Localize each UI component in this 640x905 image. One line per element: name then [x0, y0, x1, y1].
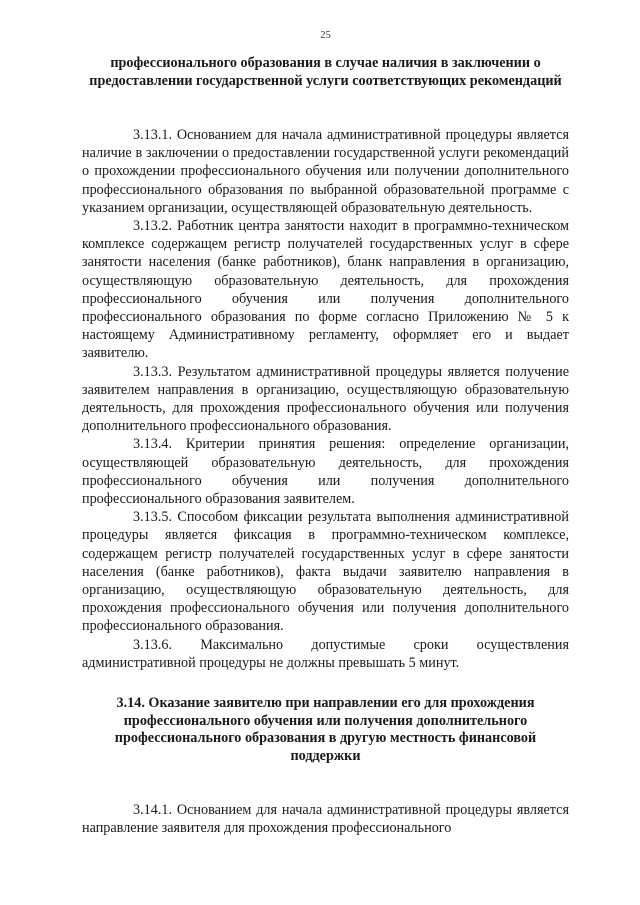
- paragraph-3-13-4: 3.13.4. Критерии принятия решения: определение организации, осуществляющей образовательную деятельность, для прохождения профессионального обучения или получения дополнительного профессионального образования заявителем.: [82, 436, 569, 508]
- paragraph-3-13-5: 3.13.5. Способом фиксации результата выполнения административной процедуры является фиксация в программно-техническом комплексе, содержащем регистр получателей государственных услуг в сфере занятости населения (банке работников), факта выдачи заявителю направления в организацию, осуществляющую образовательную деятельность, для прохождения профессионального обучения или получения дополнительного профессионального образования.: [82, 509, 569, 635]
- paragraph-3-14-1: 3.14.1. Основанием для начала административной процедуры является направление заявителя для прохождения профессионального: [82, 802, 569, 837]
- paragraph-3-13-1: 3.13.1. Основанием для начала административной процедуры является наличие в заключении о предоставлении государственной услуги рекомендаций о прохождении профессионального обучения или получении дополнительного профессионального образования по выбранной образовательной программе с указанием организации, осуществляющей образовательную деятельность.: [82, 127, 569, 216]
- document-page: [82, 30, 569, 838]
- paragraph-3-13-2: 3.13.2. Работник центра занятости находит в программно-техническом комплексе содержащем регистр получателей государственных услуг в сфере занятости населения (банке работников), бланк направления в организацию, осуществляющую образовательную деятельность, для прохождения профессионального обучения или получения дополнительного профессионального образования по форме согласно Приложению № 5 к настоящему Административному регламенту, оформляет его и выдает заявителю.: [82, 218, 569, 362]
- section-heading-3-14: 3.14. Оказание заявителю при направлении его для прохождения профессионального обучения или получения дополнительного профессионального образования в другую местность финансовой поддержки: [114, 695, 537, 764]
- paragraph-3-13-3: 3.13.3. Результатом административной процедуры является получение заявителем направления в организацию, осуществляющую образовательную деятельность, для прохождения профессионального обучения или получения дополнительного профессионального образования.: [82, 363, 569, 435]
- paragraph-3-13-6: 3.13.6. Максимально допустимые сроки осуществления административной процедуры не должны превышать 5 минут.: [82, 636, 569, 671]
- section-heading-continued: профессионального образования в случае наличия в заключении о предоставлении государственной услуги соответствующих рекомендаций: [89, 55, 562, 89]
- page-number: 25: [320, 30, 331, 41]
